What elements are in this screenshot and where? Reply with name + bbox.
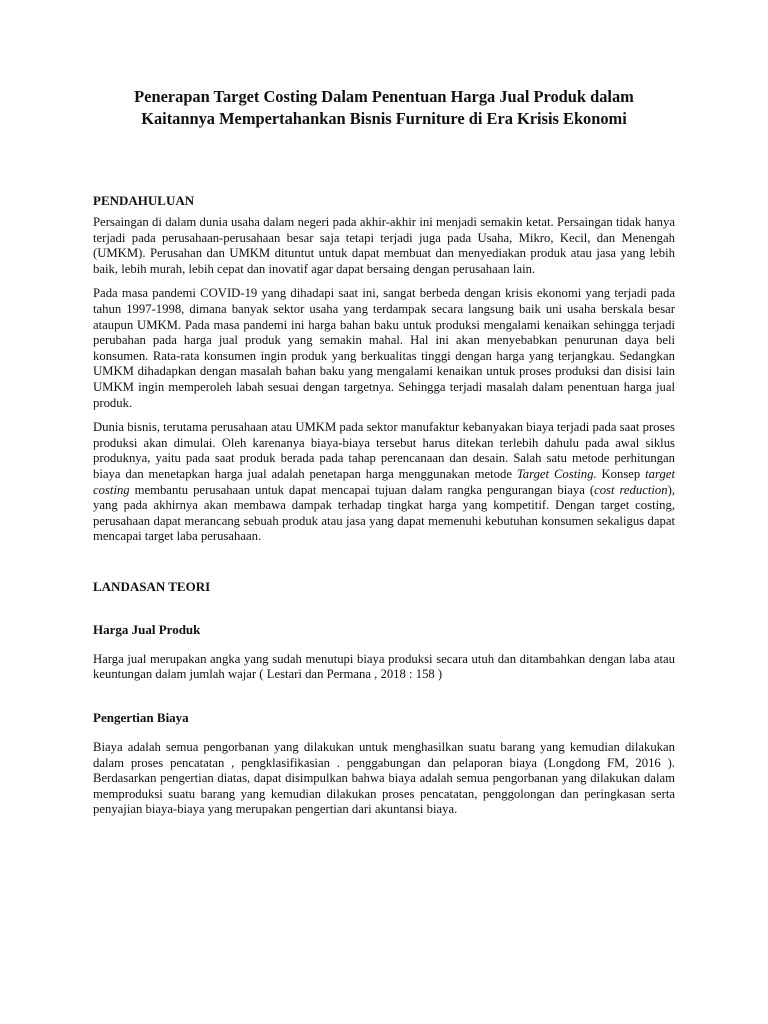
- paragraph-2: Pada masa pandemi COVID-19 yang dihadapi saat ini, sangat berbeda dengan krisis ekonomi yang terjadi pada tahun 1997-1998, dimana banyak sektor usaha yang terdampak secara langsung baik uni usaha berskala besar ataupun UMKM. Pada masa pandemi ini harga bahan baku untuk produksi mengalami kenaikan sehingga terjadi perubahan pada harga jual produk yang semakin mahal. Hal ini akan menyebabkan penurunan daya beli konsumen. Rata-rata konsumen ingin produk yang berkualitas tinggi dengan harga yang terjangkau. Sedangkan UMKM dihadapkan dengan masalah bahan baku yang mengalami kenaikan untuk proses produksi dan disisi lain UMKM ingin memperoleh labah sesuai dengan targetnya. Sehingga terjadi masalah dalam penentuan harga jual produk.: [93, 286, 675, 410]
- document-title: [93, 86, 675, 130]
- title-line-1: Penerapan Target Costing Dalam Penentuan Harga Jual Produk dalam: [134, 87, 634, 106]
- paragraph-pengertian-biaya: Biaya adalah semua pengorbanan yang dilakukan untuk menghasilkan suatu barang yang kemudian dilakukan dalam proses pencatatan , pengklasifikasian . penggabungan dan pelaporan biaya (Longdong FM, 2016 ). Berdasarkan pengertian diatas, dapat disimpulkan bahwa biaya adalah semua pengorbanan yang dilakukan dalam memproduksi suatu barang yang kemudian dilakukan proses pencatatan, penggolongan dan peringkasan serta penyajian biaya-biaya yang merupakan pengertian dari akuntansi biaya.: [93, 740, 675, 817]
- paragraph-1: Persaingan di dalam dunia usaha dalam negeri pada akhir-akhir ini menjadi semakin ketat. Persaingan tidak hanya terjadi pada perusahaan-perusahaan besar saja tetapi terjadi juga pada Usaha, Mikro, Kecil, dan Menengah (UMKM). Perusahan dan UMKM dituntut untuk dapat membuat dan menyediakan produk atau jasa yang lebih baik, lebih murah, lebih cepat dan inovatif agar dapat bersaing dengan perusahaan lain.: [93, 215, 675, 276]
- paragraph-3: Dunia bisnis, terutama perusahaan atau UMKM pada sektor manufaktur kebanyakan biaya terjadi pada saat proses produksi akan dimulai. Oleh karenanya biaya-biaya tersebut harus ditekan terlebih dahulu pada awal siklus produknya, yaitu pada saat produk berada pada tahap perencanaan dan desain. Salah satu metode perhitungan biaya dan menetapkan harga jual adalah penetapan harga menggunakan metode Target Costing. Konsep target costing membantu perusahaan untuk dapat mencapai tujuan dalam rangka pengurangan biaya (cost reduction), yang pada akhirnya akan membawa dampak terhadap tingkat harga yang kompetitif. Dengan target costing, perusahaan dapat merancang sebuah produk atau jasa yang dapat memenuhi kebutuhan konsumen sekaligus dapat mencapai target laba perusahaan.: [93, 420, 676, 544]
- section-heading-landasan-teori: LANDASAN TEORI: [93, 578, 211, 594]
- title-line-2: Kaitannya Mempertahankan Bisnis Furniture di Era Krisis Ekonomi: [141, 109, 627, 128]
- paragraph-harga-jual: Harga jual merupakan angka yang sudah menutupi biaya produksi secara utuh dan ditambahkan dengan laba atau keuntungan dalam jumlah wajar ( Lestari dan Permana , 2018 : 158 ): [93, 651, 675, 682]
- subheading-harga-jual-produk: Harga Jual Produk: [93, 621, 201, 637]
- section-heading-pendahuluan: PENDAHULUAN: [93, 193, 195, 208]
- subheading-pengertian-biaya: Pengertian Biaya: [93, 710, 189, 726]
